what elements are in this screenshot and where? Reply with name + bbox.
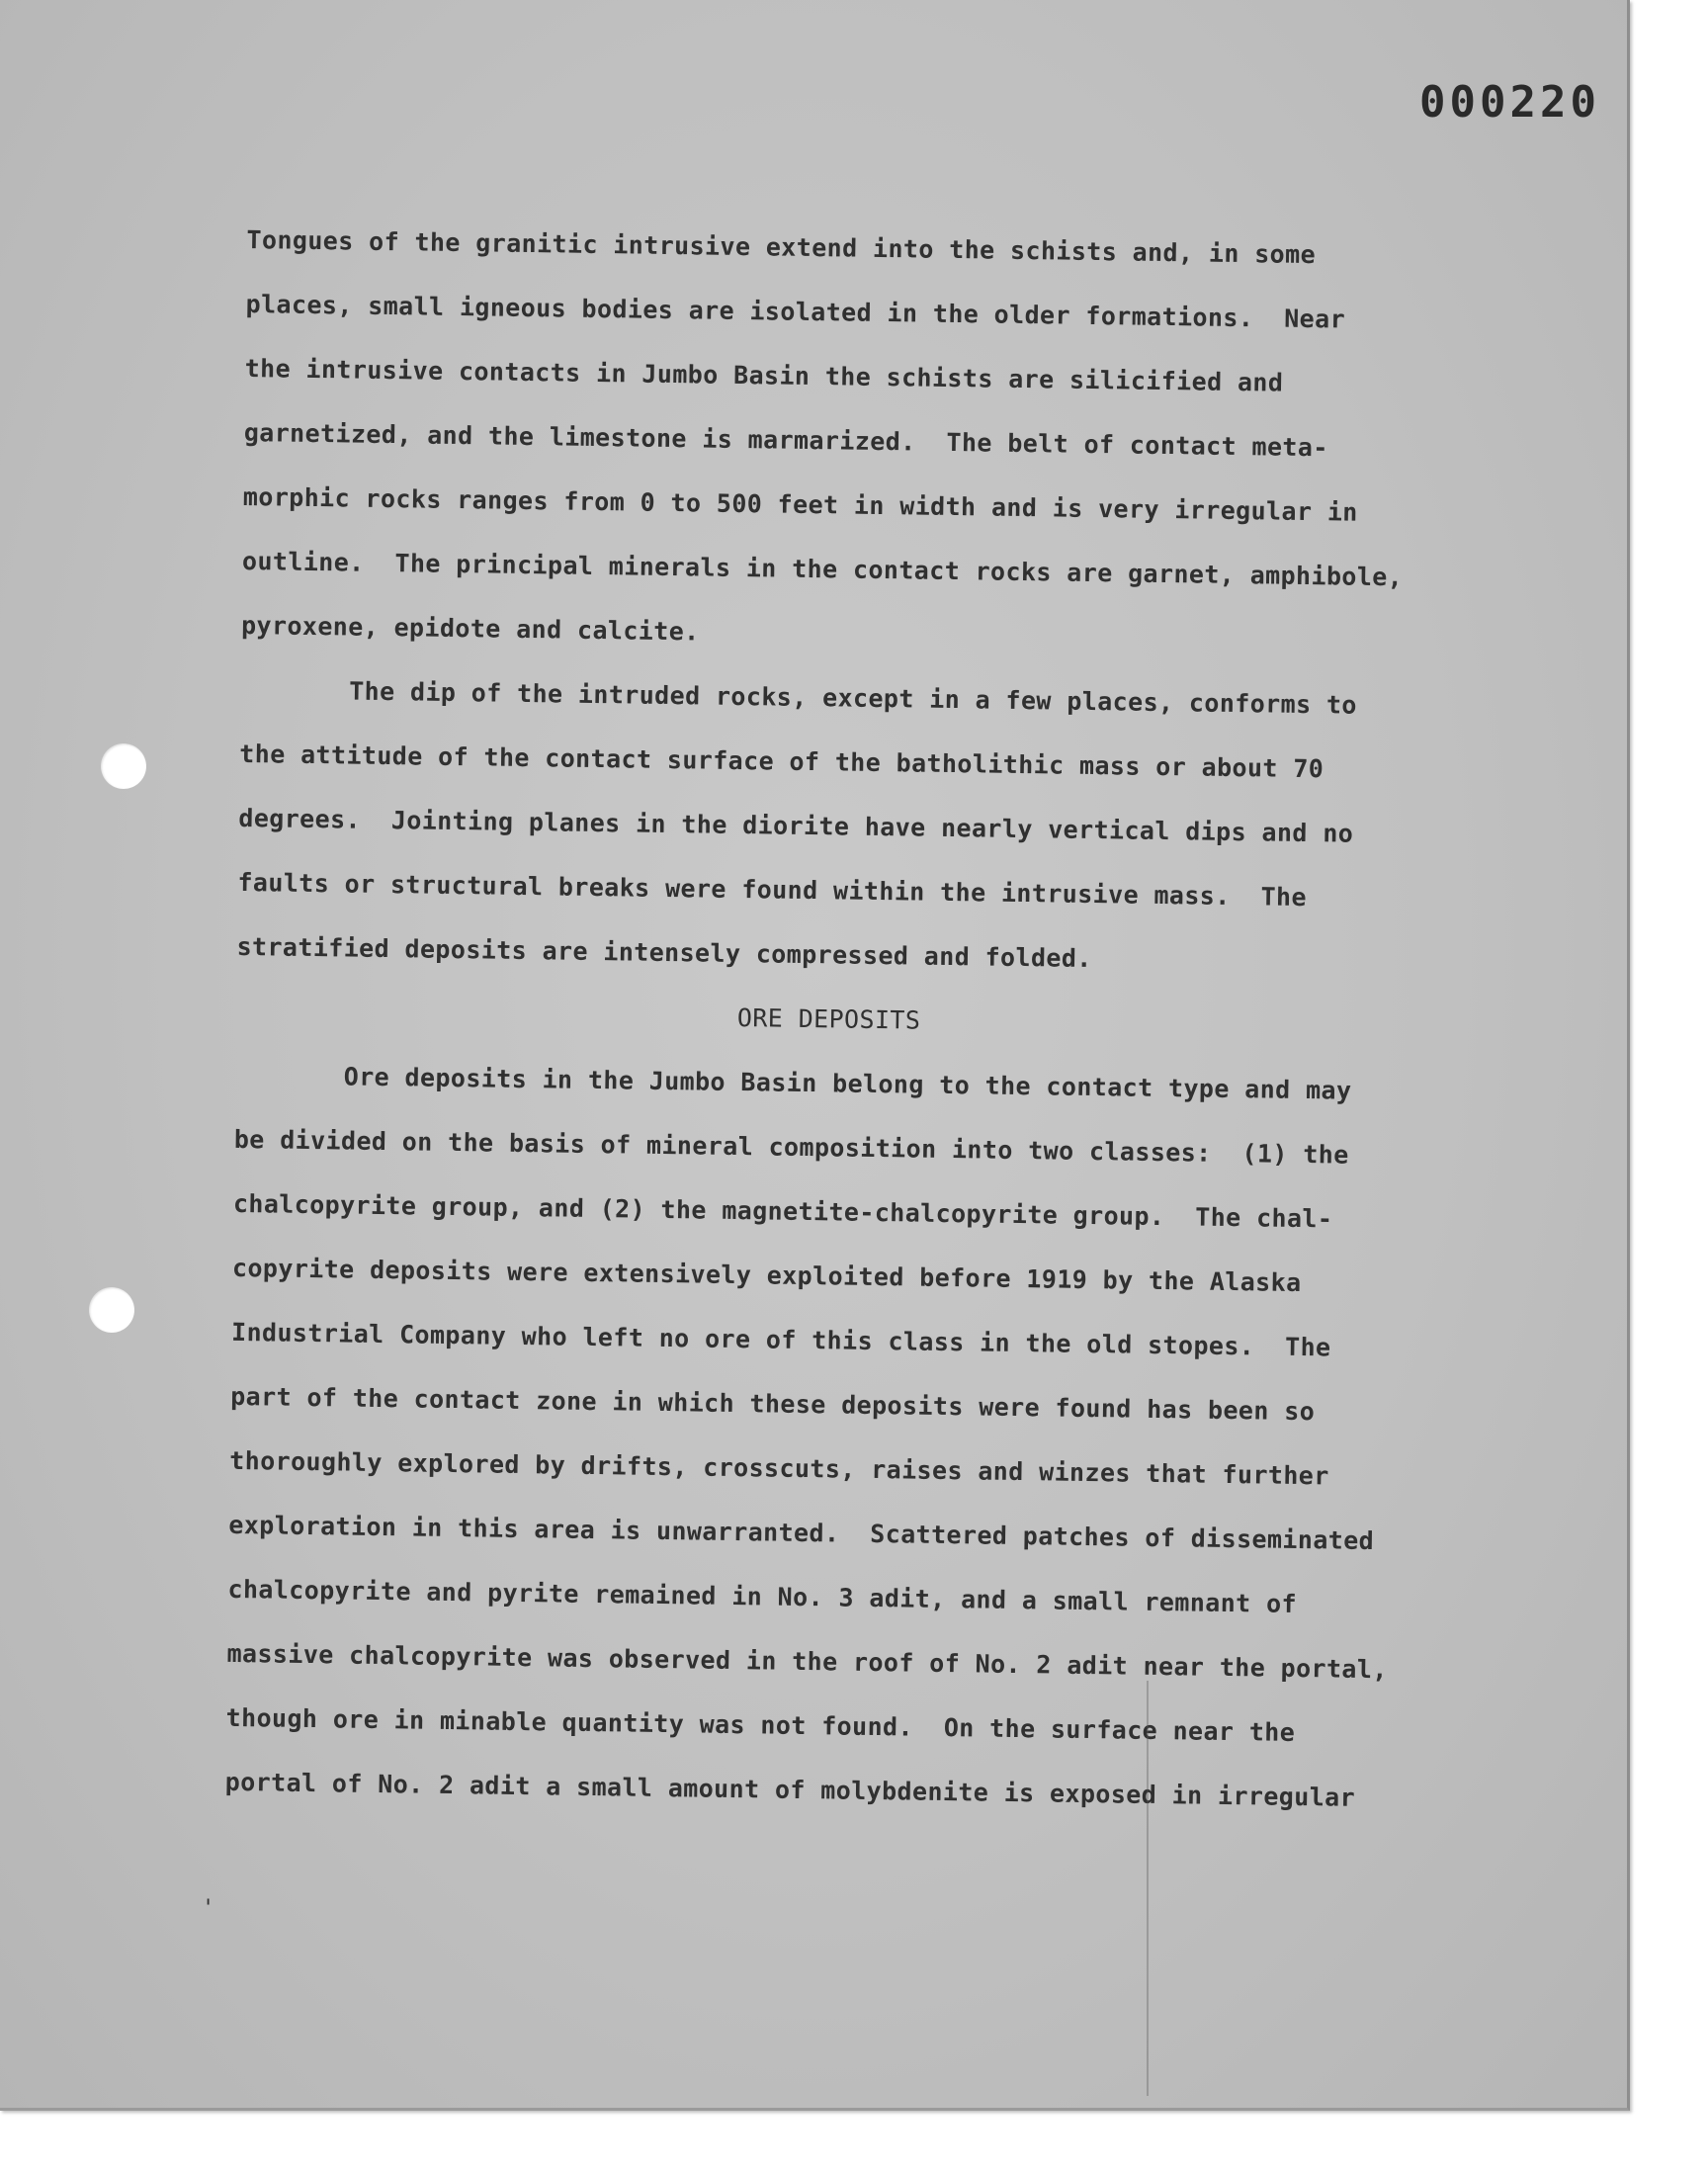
body-text <box>224 208 1522 1832</box>
text-line: exploration in this area is unwarranted. Scattered patches of disseminated <box>228 1510 1375 1556</box>
punch-hole <box>89 1287 134 1333</box>
text-line: massive chalcopyrite was observed in the roof of No. 2 adit near the portal, <box>226 1638 1388 1685</box>
text-line: part of the contact zone in which these deposits were found has been so <box>230 1381 1316 1427</box>
margin-mark: ' <box>202 1896 215 1921</box>
text-line: chalcopyrite and pyrite remained in No. 3 adit, and a small remnant of <box>227 1574 1298 1618</box>
fold-crease <box>1147 1681 1149 2096</box>
text-line: outline. The principal minerals in the contact rocks are garnet, amphibole, <box>241 546 1404 592</box>
text-line: degrees. Jointing planes in the diorite have nearly vertical dips and no <box>238 803 1354 848</box>
page-number: 000220 <box>1419 77 1600 128</box>
punch-hole <box>101 743 146 789</box>
text-line: Industrial Company who left no ore of this class in the old stopes. The <box>230 1317 1331 1362</box>
text-line: chalcopyrite group, and (2) the magnetite-chalcopyrite group. The chal- <box>232 1188 1333 1234</box>
text-line: the intrusive contacts in Jumbo Basin the schists are silicified and <box>244 353 1284 397</box>
text-line: places, small igneous bodies are isolated in the older formations. Near <box>245 289 1346 334</box>
section-heading: ORE DEPOSITS <box>736 1003 921 1035</box>
text-line: faults or structural breaks were found within the intrusive mass. The <box>237 867 1308 913</box>
text-line: garnetized, and the limestone is marmarized. The belt of contact meta- <box>243 417 1328 463</box>
text-line: stratified deposits are intensely compressed and folded. <box>236 931 1092 974</box>
text-line: pyroxene, epidote and calcite. <box>240 610 700 647</box>
text-line: thoroughly explored by drifts, crosscuts, raises and winzes that further <box>229 1445 1329 1491</box>
text-line: The dip of the intruded rocks, except in a few places, conforms to <box>348 676 1358 720</box>
text-line: the attitude of the contact surface of the batholithic mass or about 70 <box>239 739 1324 784</box>
text-line: morphic rocks ranges from 0 to 500 feet in width and is very irregular in <box>242 481 1358 527</box>
text-line: copyrite deposits were extensively exploited before 1919 by the Alaska <box>231 1253 1302 1297</box>
text-line: portal of No. 2 adit a small amount of molybdenite is exposed in irregular <box>224 1767 1356 1812</box>
text-line: though ore in minable quantity was not found. On the surface near the <box>225 1702 1296 1747</box>
text-line: be divided on the basis of mineral composition into two classes: (1) the <box>233 1124 1349 1170</box>
text-line: Ore deposits in the Jumbo Basin belong to the contact type and may <box>343 1062 1352 1105</box>
text-line: Tongues of the granitic intrusive extend into the schists and, in some <box>246 224 1317 270</box>
